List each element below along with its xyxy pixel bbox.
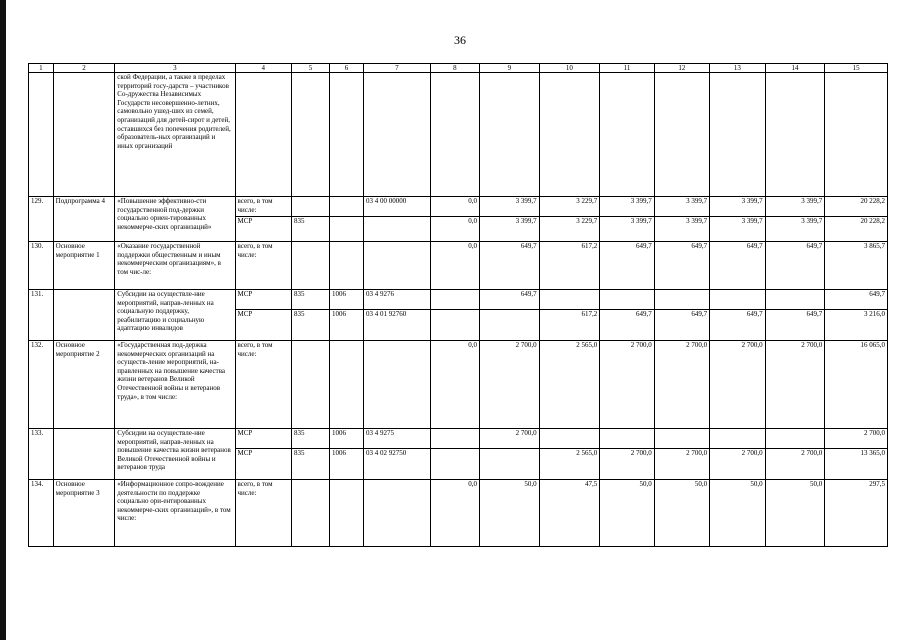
cell-grbs: 835 bbox=[292, 217, 330, 242]
header-cell: 11 bbox=[600, 64, 654, 73]
row-number-cell bbox=[29, 73, 54, 197]
program-name-cell bbox=[53, 290, 115, 341]
cell-v9 bbox=[480, 310, 540, 341]
cell-v13 bbox=[710, 290, 765, 310]
table-row bbox=[29, 197, 888, 217]
cell-v13: 649,7 bbox=[710, 242, 765, 290]
cell-v15: 16 065,0 bbox=[825, 341, 888, 429]
row-number-cell: 134. bbox=[29, 480, 54, 547]
cell-v12: 50,0 bbox=[654, 480, 709, 547]
cell-csr bbox=[363, 242, 430, 290]
header-cell: 10 bbox=[539, 64, 600, 73]
description-cell: «Повышение эффективно-сти государственной под-держки социально ориен-тированных некоммерче-ских организаций» bbox=[115, 197, 235, 242]
description-cell: «Оказание государственной поддержки общественным и иным некоммерческим организациям», в том чис-ле: bbox=[115, 242, 235, 290]
cell-rzpr bbox=[330, 480, 364, 547]
cell-v9: 50,0 bbox=[480, 480, 540, 547]
table-row bbox=[29, 341, 888, 429]
cell-grbs: 835 bbox=[292, 290, 330, 310]
cell-v10 bbox=[539, 290, 600, 310]
cell-v9 bbox=[480, 73, 540, 197]
cell-v13: 2 700,0 bbox=[710, 341, 765, 429]
header-cell: 1 bbox=[29, 64, 54, 73]
cell-src: МСР bbox=[235, 217, 292, 242]
cell-v11 bbox=[600, 73, 654, 197]
header-cell: 13 bbox=[710, 64, 765, 73]
cell-v15: 20 228,2 bbox=[825, 197, 888, 217]
cell-v13: 649,7 bbox=[710, 310, 765, 341]
cell-src: всего, в том числе: bbox=[235, 197, 292, 217]
description-cell: Субсидии на осуществле-ние мероприятий, направ-ленных на социальную поддержку, реабилитацию и социальную адаптацию инвалидов bbox=[115, 290, 235, 341]
header-cell: 12 bbox=[654, 64, 709, 73]
row-number-cell: 129. bbox=[29, 197, 54, 242]
cell-v13: 50,0 bbox=[710, 480, 765, 547]
cell-grbs bbox=[292, 480, 330, 547]
table-row bbox=[29, 73, 888, 197]
description-cell: «Информационное сопро-вождение деятельности по поддержке социально ори-ентированных некоммерче-ских организаций», в том числе: bbox=[115, 480, 235, 547]
cell-vr bbox=[430, 290, 479, 310]
cell-src: всего, в том числе: bbox=[235, 341, 292, 429]
header-cell: 6 bbox=[330, 64, 364, 73]
cell-src: МСР bbox=[235, 449, 292, 480]
description-cell: Субсидии на осуществле-ние мероприятий, направ-ленных на повышение качества жизни ветеранов Великой Отечественной войны и ветеранов труда bbox=[115, 429, 235, 480]
row-number-cell: 133. bbox=[29, 429, 54, 480]
cell-v12: 2 700,0 bbox=[654, 341, 709, 429]
cell-v15: 649,7 bbox=[825, 290, 888, 310]
budget-table bbox=[28, 63, 888, 547]
cell-grbs: 835 bbox=[292, 429, 330, 449]
cell-v14: 3 399,7 bbox=[765, 217, 825, 242]
cell-v13: 3 399,7 bbox=[710, 217, 765, 242]
header-cell: 2 bbox=[53, 64, 115, 73]
cell-rzpr: 1006 bbox=[330, 429, 364, 449]
cell-v10: 617,2 bbox=[539, 242, 600, 290]
cell-v9: 3 399,7 bbox=[480, 197, 540, 217]
cell-vr bbox=[430, 310, 479, 341]
cell-v14: 649,7 bbox=[765, 310, 825, 341]
cell-grbs: 835 bbox=[292, 310, 330, 341]
cell-rzpr bbox=[330, 197, 364, 217]
program-name-cell: Подпрограмма 4 bbox=[53, 197, 115, 242]
column-number-header bbox=[29, 64, 888, 73]
cell-v10: 617,2 bbox=[539, 310, 600, 341]
cell-src: МСР bbox=[235, 310, 292, 341]
cell-v11: 2 700,0 bbox=[600, 449, 654, 480]
cell-v9: 2 700,0 bbox=[480, 429, 540, 449]
header-cell: 15 bbox=[825, 64, 888, 73]
cell-v14: 2 700,0 bbox=[765, 449, 825, 480]
header-cell: 8 bbox=[430, 64, 479, 73]
description-cell: «Государственная под-держка некоммерческих организаций на осуществ-ление мероприятий, на-правленных на повышение качества жизни ветеранов Великой Отечественной войны и ветеранов труда», в том числе: bbox=[115, 341, 235, 429]
cell-v15: 3 216,0 bbox=[825, 310, 888, 341]
cell-grbs bbox=[292, 242, 330, 290]
cell-vr: 0,0 bbox=[430, 197, 479, 217]
cell-csr: 03 4 01 92760 bbox=[363, 310, 430, 341]
cell-v11 bbox=[600, 429, 654, 449]
cell-rzpr: 1006 bbox=[330, 290, 364, 310]
cell-grbs bbox=[292, 341, 330, 429]
cell-v9: 2 700,0 bbox=[480, 341, 540, 429]
cell-src: МСР bbox=[235, 429, 292, 449]
cell-v15: 2 700,0 bbox=[825, 429, 888, 449]
cell-v10: 3 229,7 bbox=[539, 217, 600, 242]
program-name-cell: Основное мероприятие 3 bbox=[53, 480, 115, 547]
cell-csr: 03 4 02 92750 bbox=[363, 449, 430, 480]
cell-v11: 649,7 bbox=[600, 310, 654, 341]
cell-v9: 649,7 bbox=[480, 290, 540, 310]
cell-v12 bbox=[654, 429, 709, 449]
cell-v15: 3 865,7 bbox=[825, 242, 888, 290]
cell-rzpr bbox=[330, 73, 364, 197]
cell-vr bbox=[430, 429, 479, 449]
cell-v10: 2 565,0 bbox=[539, 341, 600, 429]
program-name-cell bbox=[53, 429, 115, 480]
cell-src: всего, в том числе: bbox=[235, 242, 292, 290]
table-row bbox=[29, 290, 888, 310]
cell-v11: 3 399,7 bbox=[600, 217, 654, 242]
cell-v15 bbox=[825, 73, 888, 197]
cell-csr bbox=[363, 73, 430, 197]
cell-v14 bbox=[765, 73, 825, 197]
cell-v12: 2 700,0 bbox=[654, 449, 709, 480]
table-row bbox=[29, 480, 888, 547]
cell-v10 bbox=[539, 73, 600, 197]
header-cell: 14 bbox=[765, 64, 825, 73]
cell-v13: 3 399,7 bbox=[710, 197, 765, 217]
cell-v11: 50,0 bbox=[600, 480, 654, 547]
cell-rzpr: 1006 bbox=[330, 310, 364, 341]
header-cell: 7 bbox=[363, 64, 430, 73]
cell-v13: 2 700,0 bbox=[710, 449, 765, 480]
cell-v11: 3 399,7 bbox=[600, 197, 654, 217]
cell-csr bbox=[363, 480, 430, 547]
description-cell: ской Федерации, а также в пределах территорий госу-дарств – участников Со-дружества Независимых Государств несовершенно-летних, самовольно ушед-ших из семей, организаций для детей-сирот и детей, оставшихся без попечения родителей, образователь-ных организаций и иных организаций bbox=[115, 73, 235, 197]
cell-v9 bbox=[480, 449, 540, 480]
cell-rzpr: 1006 bbox=[330, 449, 364, 480]
program-name-cell: Основное мероприятие 2 bbox=[53, 341, 115, 429]
cell-v11 bbox=[600, 290, 654, 310]
cell-v12 bbox=[654, 290, 709, 310]
cell-v9: 649,7 bbox=[480, 242, 540, 290]
program-name-cell: Основное мероприятие 1 bbox=[53, 242, 115, 290]
header-cell: 3 bbox=[115, 64, 235, 73]
cell-vr: 0,0 bbox=[430, 480, 479, 547]
cell-grbs: 835 bbox=[292, 449, 330, 480]
cell-v14: 3 399,7 bbox=[765, 197, 825, 217]
cell-csr: 03 4 9276 bbox=[363, 290, 430, 310]
cell-v13 bbox=[710, 73, 765, 197]
cell-v14 bbox=[765, 290, 825, 310]
cell-v14: 2 700,0 bbox=[765, 341, 825, 429]
cell-v15: 13 365,0 bbox=[825, 449, 888, 480]
cell-vr: 0,0 bbox=[430, 217, 479, 242]
cell-v14 bbox=[765, 429, 825, 449]
cell-grbs bbox=[292, 197, 330, 217]
row-number-cell: 130. bbox=[29, 242, 54, 290]
cell-v9: 3 399,7 bbox=[480, 217, 540, 242]
cell-rzpr bbox=[330, 217, 364, 242]
binding-edge bbox=[0, 0, 6, 640]
cell-csr: 03 4 00 00000 bbox=[363, 197, 430, 217]
cell-csr bbox=[363, 217, 430, 242]
cell-src: всего, в том числе: bbox=[235, 480, 292, 547]
cell-src bbox=[235, 73, 292, 197]
cell-csr: 03 4 9275 bbox=[363, 429, 430, 449]
cell-v12: 3 399,7 bbox=[654, 197, 709, 217]
cell-vr bbox=[430, 73, 479, 197]
table-row bbox=[29, 242, 888, 290]
header-cell: 9 bbox=[480, 64, 540, 73]
cell-v15: 20 228,2 bbox=[825, 217, 888, 242]
table-row bbox=[29, 429, 888, 449]
cell-rzpr bbox=[330, 341, 364, 429]
header-cell: 5 bbox=[292, 64, 330, 73]
cell-v10 bbox=[539, 429, 600, 449]
cell-v12: 649,7 bbox=[654, 242, 709, 290]
program-name-cell bbox=[53, 73, 115, 197]
cell-v11: 2 700,0 bbox=[600, 341, 654, 429]
cell-v14: 649,7 bbox=[765, 242, 825, 290]
cell-csr bbox=[363, 341, 430, 429]
cell-grbs bbox=[292, 73, 330, 197]
cell-v12: 649,7 bbox=[654, 310, 709, 341]
cell-vr: 0,0 bbox=[430, 341, 479, 429]
cell-v10: 2 565,0 bbox=[539, 449, 600, 480]
header-cell: 4 bbox=[235, 64, 292, 73]
cell-src: МСР bbox=[235, 290, 292, 310]
cell-v15: 297,5 bbox=[825, 480, 888, 547]
row-number-cell: 132. bbox=[29, 341, 54, 429]
cell-vr: 0,0 bbox=[430, 242, 479, 290]
cell-v10: 47,5 bbox=[539, 480, 600, 547]
page-number: 36 bbox=[454, 33, 466, 47]
cell-v14: 50,0 bbox=[765, 480, 825, 547]
cell-v12: 3 399,7 bbox=[654, 217, 709, 242]
cell-v13 bbox=[710, 429, 765, 449]
cell-rzpr bbox=[330, 242, 364, 290]
cell-v11: 649,7 bbox=[600, 242, 654, 290]
cell-v12 bbox=[654, 73, 709, 197]
row-number-cell: 131. bbox=[29, 290, 54, 341]
cell-vr bbox=[430, 449, 479, 480]
cell-v10: 3 229,7 bbox=[539, 197, 600, 217]
